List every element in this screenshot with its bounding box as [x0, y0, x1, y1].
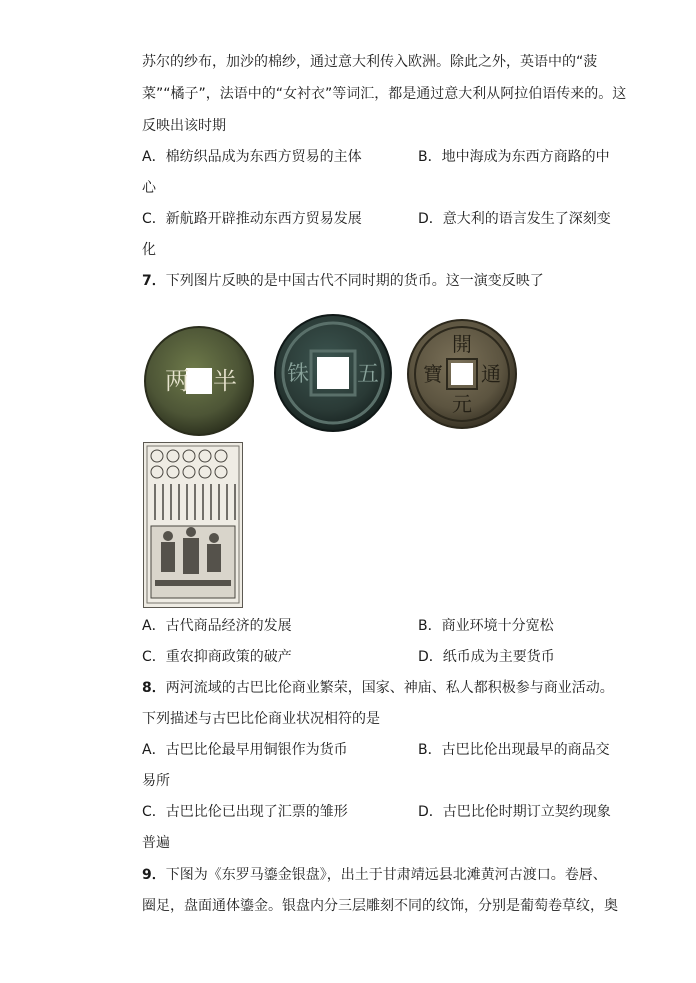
q6-option-d[interactable]: D．意大利的语言发生了深刻变	[418, 211, 611, 227]
q7-stem-text: 下列图片反映的是中国古代不同时期的货币。这一演变反映了	[165, 273, 544, 289]
q8-stem-line-1	[142, 678, 614, 698]
q7-number: 7．	[142, 273, 166, 289]
q9-stem-line-2: 圈足，盘面通体鎏金。银盘内分三层雕刻不同的纹饰，分别是葡萄卷草纹，奥	[142, 898, 618, 914]
q8-stem-text: 两河流域的古巴比伦商业繁荣，国家、神庙、私人都积极参与商业活动。	[165, 680, 614, 696]
ban-liang-coin-image	[143, 325, 255, 437]
q8-option-b[interactable]: B．古巴比伦出现最早的商品交	[418, 742, 610, 758]
q6-option-a[interactable]: A．棉纺织品成为东西方贸易的主体	[142, 149, 362, 165]
coin2-right-char: 五	[357, 362, 380, 387]
q8-option-d[interactable]: D．古巴比伦时期订立契约现象	[418, 804, 611, 820]
q6-option-c[interactable]: C．新航路开辟推动东西方贸易发展	[142, 211, 362, 227]
coin3-bottom-char: 元	[452, 392, 472, 416]
q6-option-d-continued: 化	[142, 242, 156, 258]
q8-option-d-continued: 普遍	[142, 835, 170, 851]
coin1-right-char: 半	[213, 367, 237, 395]
q9-number: 9．	[142, 867, 166, 883]
q8-option-c[interactable]: C．古巴比伦已出现了汇票的雏形	[142, 804, 348, 820]
q8-option-b-continued: 易所	[142, 773, 170, 789]
q6-option-b-continued: 心	[142, 180, 156, 196]
q8-number: 8．	[142, 680, 166, 696]
q6-stem-line-3: 反映出该时期	[142, 118, 226, 134]
coin1-left-char: 两	[165, 367, 189, 395]
q8-option-a[interactable]: A．古巴比伦最早用铜银作为货币	[142, 742, 348, 758]
wu-zhu-coin-image	[273, 313, 393, 433]
q9-stem-line-1	[142, 865, 607, 885]
q7-option-d[interactable]: D．纸币成为主要货币	[418, 649, 555, 665]
q7-stem	[142, 271, 544, 291]
kaiyuan-tongbao-coin-image	[406, 318, 518, 430]
q6-stem-line-2: 菜”“橘子”，法语中的“女衬衣”等词汇，都是通过意大利从阿拉伯语传来的。这	[142, 86, 627, 102]
q7-option-b[interactable]: B．商业环境十分宽松	[418, 618, 554, 634]
coin3-left-char: 寶	[423, 362, 443, 386]
q7-option-c[interactable]: C．重农抑商政策的破产	[142, 649, 292, 665]
coin3-right-char: 通	[481, 362, 501, 386]
q6-option-b[interactable]: B．地中海成为东西方商路的中	[418, 149, 610, 165]
q7-option-a[interactable]: A．古代商品经济的发展	[142, 618, 292, 634]
coin3-top-char: 開	[452, 332, 472, 356]
q9-stem-text: 下图为《东罗马鎏金银盘》，出土于甘肃靖远县北滩黄河古渡口。卷唇、	[165, 867, 607, 883]
coin2-left-char: 铢	[287, 362, 310, 387]
jiaozi-paper-money-image	[143, 442, 243, 608]
q8-stem-line-2: 下列描述与古巴比伦商业状况相符的是	[142, 711, 380, 727]
q6-stem-line-1: 苏尔的纱布，加沙的棉纱，通过意大利传入欧洲。除此之外，英语中的“菠	[142, 54, 598, 70]
